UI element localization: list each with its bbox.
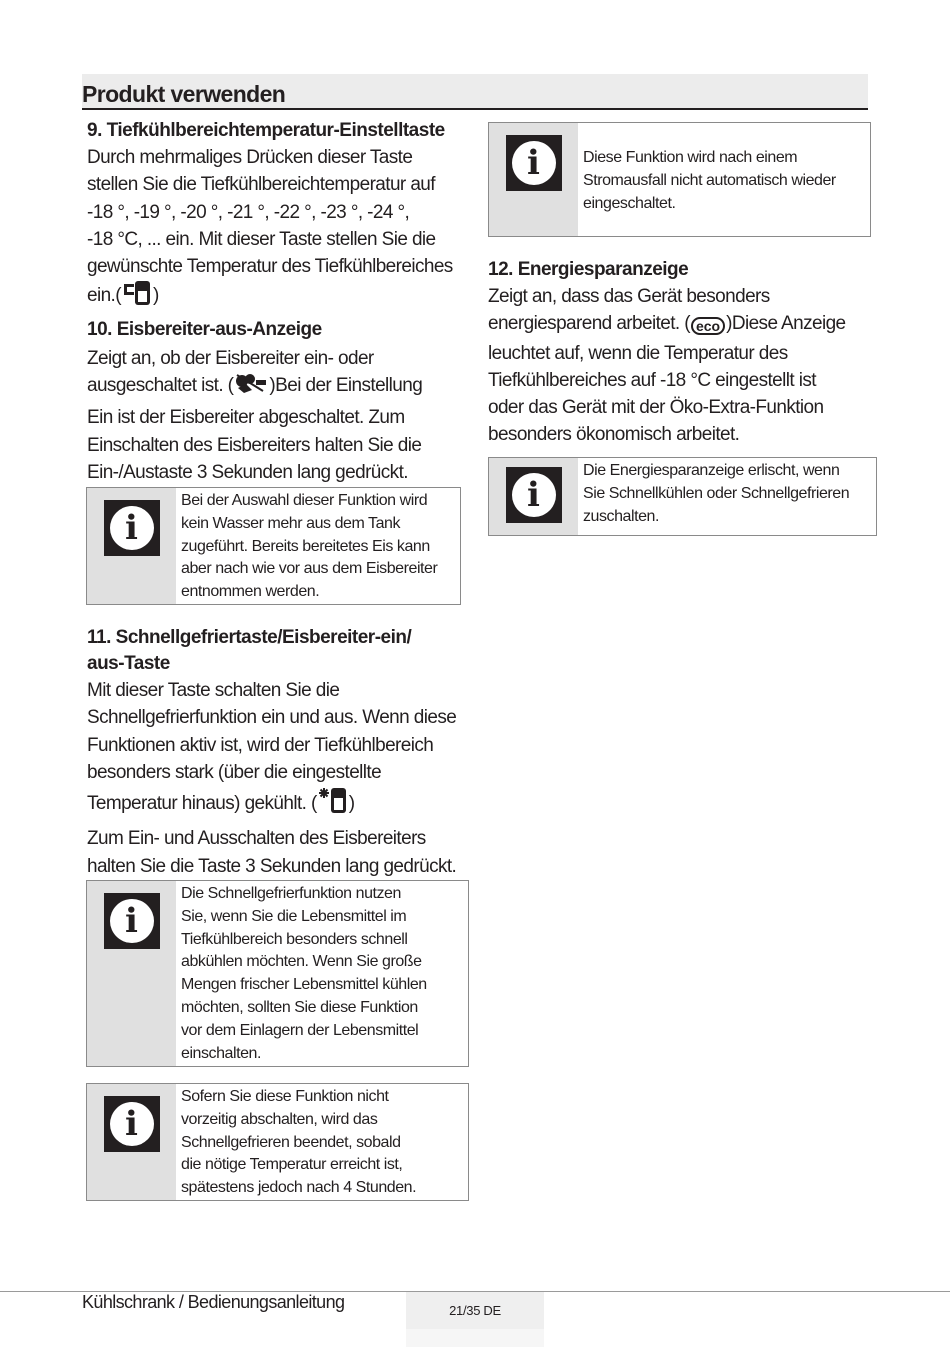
section-12-line: leuchtet auf, wenn die Temperatur des [488,342,788,364]
note-line: kein Wasser mehr aus dem Tank [181,514,401,532]
info-note [488,457,877,536]
note-line: Mengen frischer Lebensmittel kühlen [181,976,427,994]
section-12 [488,257,878,449]
note-line: Die Schnellgefrierfunktion nutzen [181,885,401,902]
info-icon: i [506,467,562,523]
section-10-line [87,372,477,404]
section-9-line: gewünschte Temperatur des Tiefkühlbereiches [87,256,453,278]
section-9-line: -18 °, -19 °, -20 °, -21 °, -22 °, -23 °, -24 °, [87,201,410,223]
section-12-line: Tiefkühlbereiches auf -18 °C eingestellt ist [488,369,816,391]
info-note-text [578,123,842,236]
section-9-heading: 9. Tiefkühlbereichtemperatur-Einstelltaste [87,120,445,141]
note-line: Bei der Auswahl dieser Funktion wird [181,492,428,509]
info-note [86,487,461,605]
note-line: möchten, sollten Sie diese Funktion [181,998,418,1016]
section-12-text: energiesparend arbeitet. ( [488,313,690,335]
section-12-line: oder das Gerät mit der Öko-Extra-Funktion [488,397,824,419]
info-icon: i [104,1096,160,1152]
note-line: Sie, wenn Sie die Lebensmittel im [181,907,407,925]
note-line: eingeschaltet. [583,194,676,212]
section-11-line: Mit dieser Taste schalten Sie die [87,680,340,701]
note-line: Schnellgefrieren beendet, sobald [181,1133,401,1151]
section-11-heading: aus-Taste [87,653,170,674]
section-10-heading: 10. Eisbereiter-aus-Anzeige [87,318,322,340]
info-note [86,880,469,1067]
section-9-text: ein.( [87,285,121,307]
note-line: Sie Schnellkühlen oder Schnellgefrieren [583,484,850,502]
info-note-text [176,488,443,604]
section-9-text: ) [152,285,159,307]
info-note-text [176,881,433,1066]
note-line: vor dem Einlagern der Lebensmittel [181,1021,419,1039]
note-line: vorzeitig abschalten, wird das [181,1110,378,1128]
footer-tab [406,1329,544,1347]
section-12-text: )Diese Anzeige [726,313,846,335]
section-11-text: Temperatur hinaus) gekühlt. ( [87,793,317,815]
eco-icon [691,312,725,339]
note-line: Tiefkühlbereich besonders schnell [181,930,408,948]
page-title: Produkt verwenden [82,81,286,107]
section-10-line: Ein-/Austaste 3 Sekunden lang gedrückt. [87,461,408,483]
note-line: aber nach wie vor aus dem Eisbereiter [181,560,438,578]
section-10-line: Einschalten des Eisbereiters halten Sie die [87,434,422,456]
section-12-line: Zeigt an, dass das Gerät besonders [488,286,770,307]
section-9-line: -18 °C, ... ein. Mit dieser Taste stellen Sie die [87,228,436,250]
section-11-line: Zum Ein- und Ausschalten des Eisbereiters [87,828,426,850]
section-11-line: halten Sie die Taste 3 Sekunden lang gedrückt. [87,855,457,877]
freezer-temp-icon [122,280,152,314]
note-line: entnommen werden. [181,583,320,601]
section-11-line: Schnellgefrierfunktion ein und aus. Wenn diese [87,707,457,729]
info-icon: i [104,893,160,949]
eco-icon-text: eco [691,317,725,335]
icemaker-off-icon [234,372,268,404]
page-number: 21/35 DE [406,1292,544,1329]
note-line: abkühlen möchten. Wenn Sie große [181,953,422,971]
note-line: Stromausfall nicht automatisch wieder [583,171,836,189]
info-note [86,1083,469,1201]
note-line: Diese Funktion wird nach einem [583,149,798,166]
info-note-sidebar [489,123,578,236]
note-line: zuschalten. [583,507,659,525]
section-12-line [488,310,878,339]
info-note-sidebar [87,1084,176,1200]
quick-freeze-icon [318,786,348,822]
footer-document-title: Kühlschrank / Bedienungsanleitung [82,1292,345,1312]
info-note-text [578,458,855,535]
section-10-text: )Bei der Einstellung [269,375,423,397]
section-11-line: besonders stark (über die eingestellte [87,761,382,783]
section-9 [87,118,477,486]
info-note [488,122,871,237]
info-icon: i [104,500,160,556]
section-11-last-line [87,786,477,822]
note-line: einschalten. [181,1044,261,1062]
info-icon: i [506,135,562,191]
section-9-line: stellen Sie die Tiefkühlbereichtemperatur auf [87,174,435,196]
note-line: Sofern Sie diese Funktion nicht [181,1088,389,1105]
section-11-text: ) [348,793,355,815]
info-note-sidebar [87,881,176,1066]
section-11 [87,625,477,880]
note-line: zugeführt. Bereits bereitetes Eis kann [181,537,430,555]
section-10-line: Ein ist der Eisbereiter abgeschaltet. Zum [87,407,405,429]
section-11-line: Funktionen aktiv ist, wird der Tiefkühlbereich [87,734,434,756]
section-12-heading: 12. Energiesparanzeige [488,259,689,280]
note-line: spätestens jedoch nach 4 Stunden. [181,1179,417,1197]
info-note-sidebar [489,458,578,535]
note-line: die nötige Temperatur erreicht ist, [181,1156,403,1174]
section-11-heading: 11. Schnellgefriertaste/Eisbereiter-ein/ [87,627,412,648]
note-line: Die Energiesparanzeige erlischt, wenn [583,462,840,479]
info-note-text [176,1084,422,1200]
info-note-sidebar [87,488,176,604]
section-10-line: Zeigt an, ob der Eisbereiter ein- oder [87,347,374,369]
section-10-text: ausgeschaltet ist. ( [87,375,234,397]
section-12-line: besonders ökonomisch arbeitet. [488,424,740,446]
section-9-last-line [87,280,477,314]
section-9-line: Durch mehrmaliges Drücken dieser Taste [87,147,413,168]
